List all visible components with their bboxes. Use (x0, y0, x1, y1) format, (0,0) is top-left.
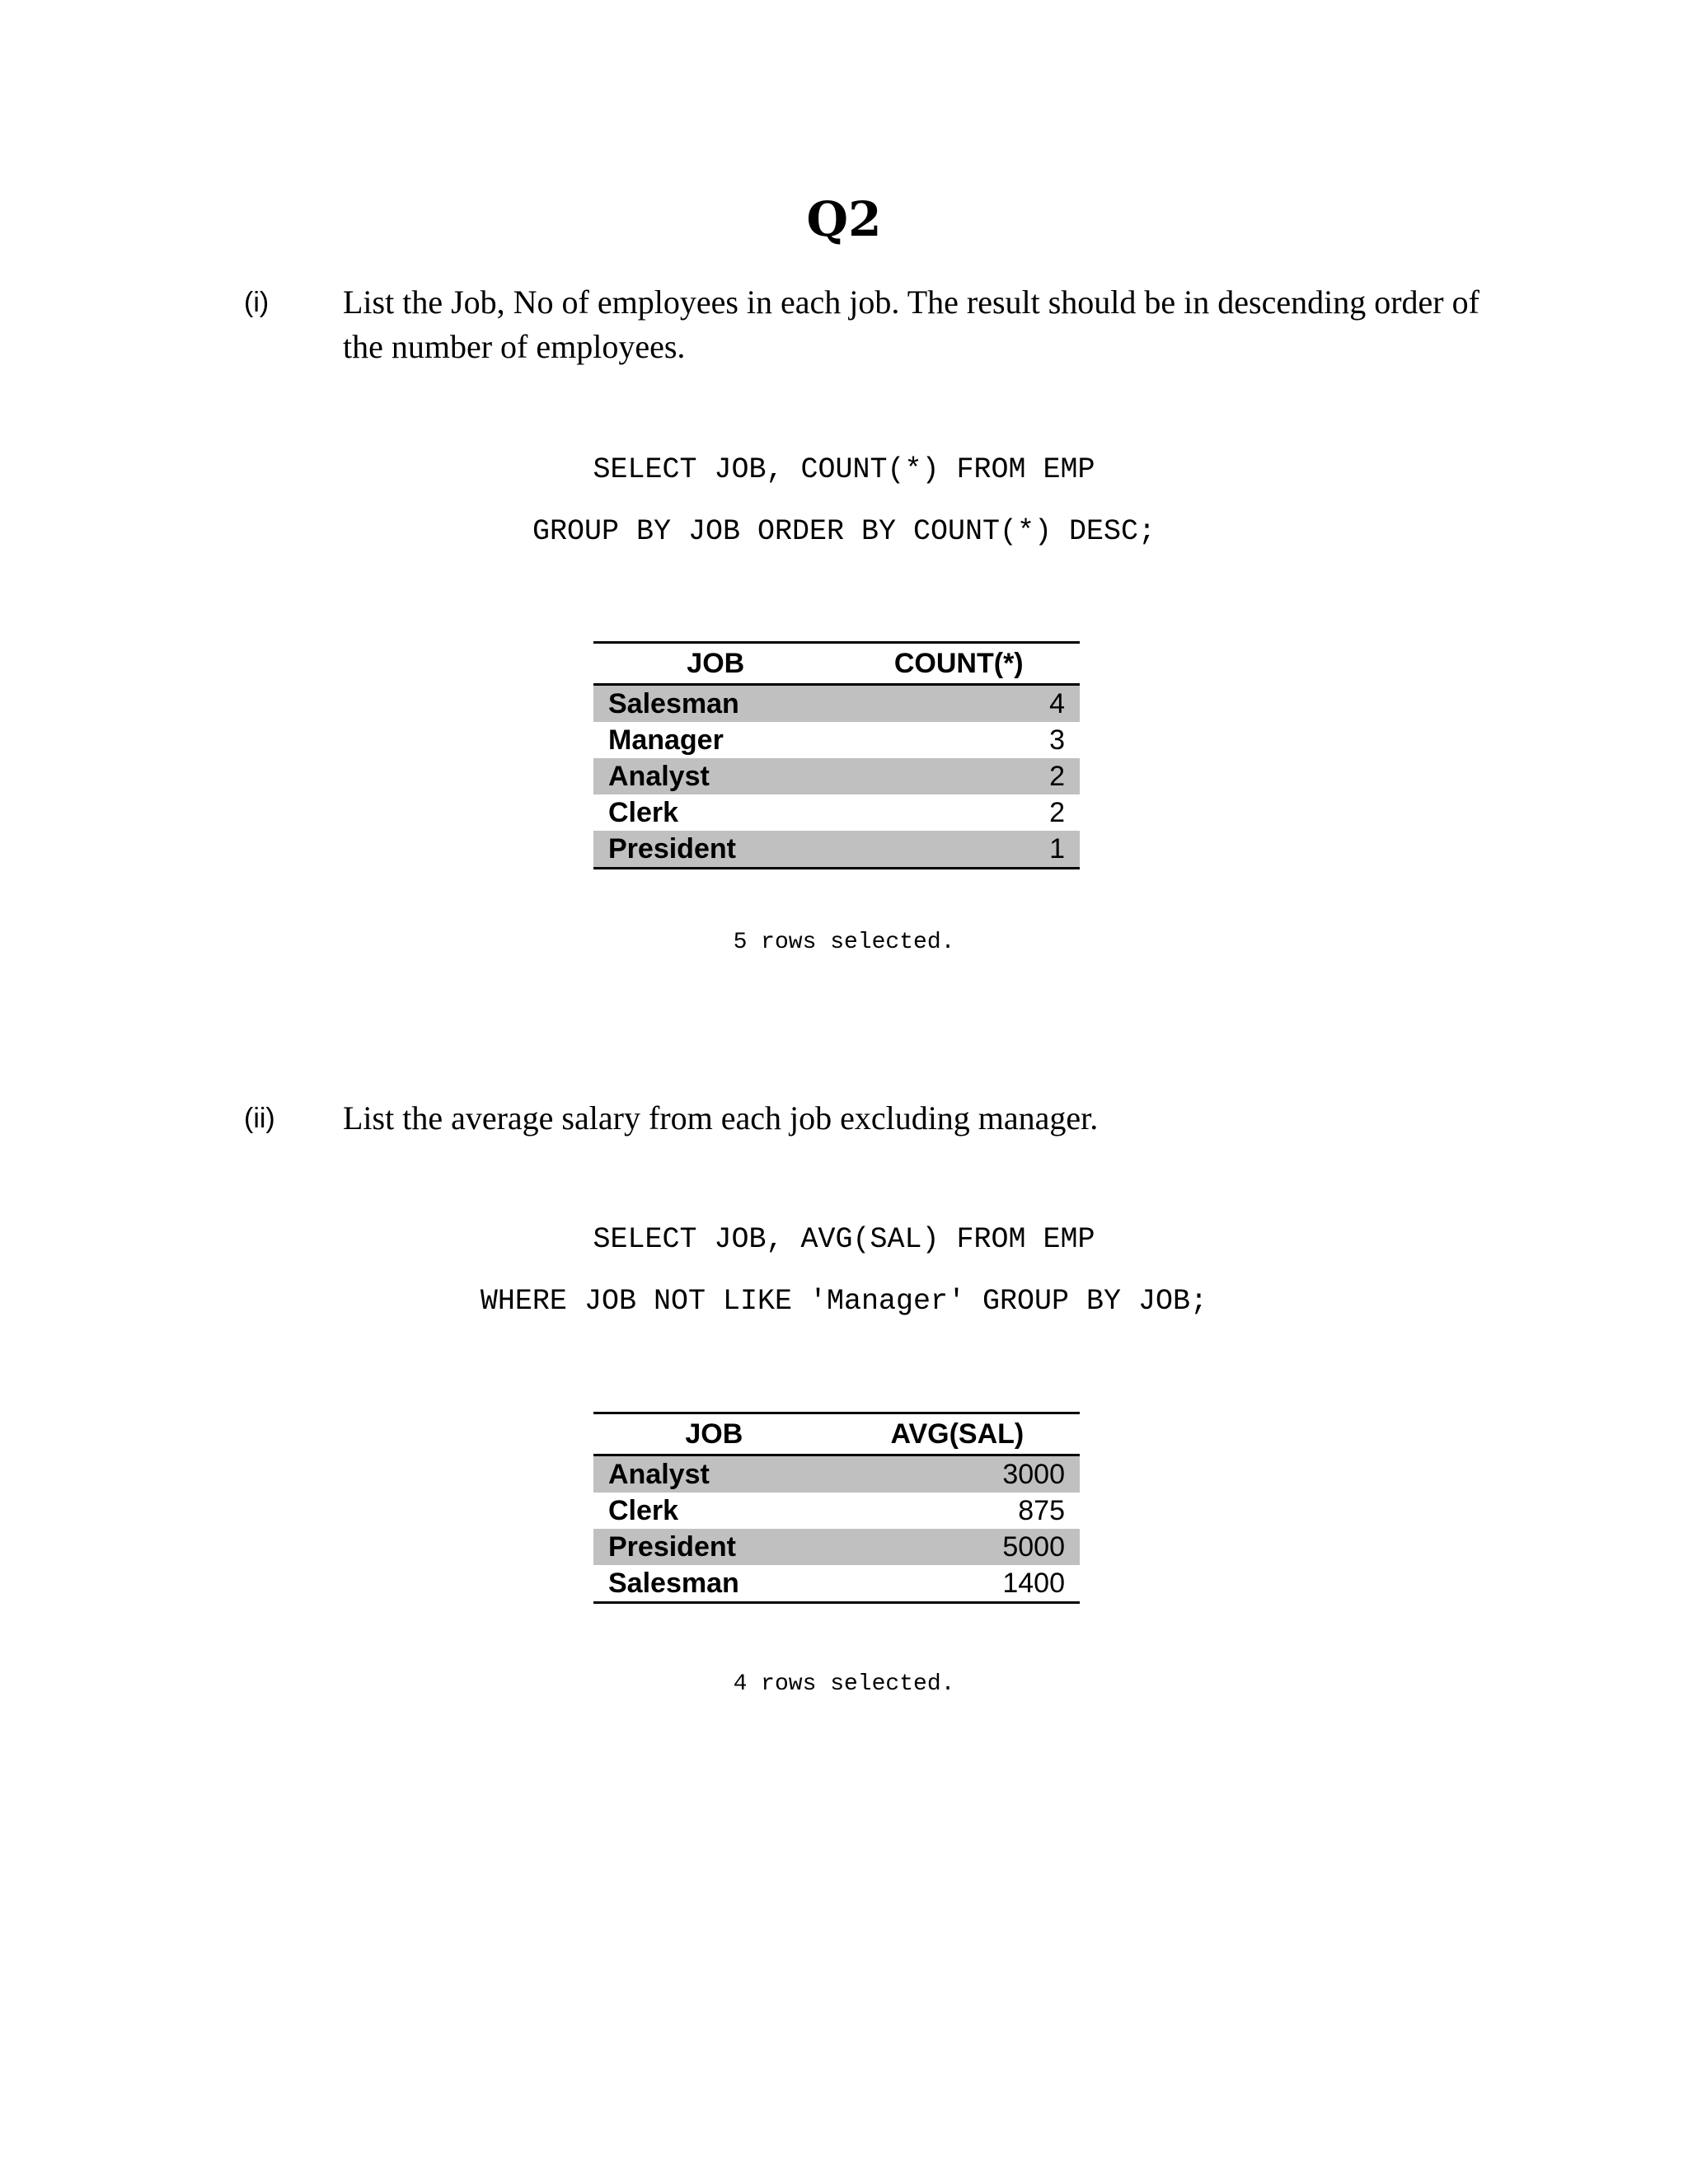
job-cell: Salesman (593, 1565, 835, 1603)
question-2-result-table (593, 1412, 1080, 1604)
salary-cell: 5000 (835, 1529, 1080, 1565)
question-1-text: List the Job, No of employees in each job. The result should be in descending order of the number of employees. (343, 284, 1479, 365)
salary-cell: 875 (1018, 1494, 1065, 1526)
table-row (593, 722, 1080, 758)
column-header: COUNT(*) (838, 643, 1080, 685)
question-1-number: (i) (244, 287, 270, 318)
count-cell: 4 (838, 685, 1080, 723)
table-row (593, 1565, 1080, 1603)
column-header: JOB (593, 1413, 835, 1455)
question-2-rows-selected: 4 rows selected. (733, 1671, 955, 1697)
table-header-row (593, 1413, 1080, 1455)
job-cell: Clerk (608, 1494, 679, 1526)
question-1-rows-selected: 5 rows selected. (733, 930, 955, 955)
job-cell: Clerk (608, 796, 679, 828)
job-cell: Analyst (593, 1455, 835, 1493)
job-cell: Salesman (593, 685, 838, 723)
count-cell: 2 (838, 758, 1080, 794)
count-cell: 2 (1049, 796, 1065, 828)
table-row (593, 1529, 1080, 1565)
question-2-sql-line-1: SELECT JOB, AVG(SAL) FROM EMP (593, 1223, 1095, 1256)
job-cell: President (593, 831, 838, 869)
salary-cell: 1400 (835, 1565, 1080, 1603)
page-title: Q2 (806, 191, 882, 247)
question-2-text: List the average salary from each job excluding manager. (343, 1099, 1099, 1137)
count-cell: 3 (1049, 724, 1065, 756)
column-header: AVG(SAL) (835, 1413, 1080, 1455)
job-cell: Manager (608, 724, 724, 756)
table-row (593, 758, 1080, 794)
table-row (593, 1455, 1080, 1493)
question-1-sql-line-1: SELECT JOB, COUNT(*) FROM EMP (593, 453, 1095, 486)
question-2-sql-line-2: WHERE JOB NOT LIKE 'Manager' GROUP BY JOB; (480, 1285, 1208, 1318)
job-cell: President (593, 1529, 835, 1565)
question-2-number: (ii) (244, 1103, 275, 1134)
job-cell: Analyst (593, 758, 838, 794)
column-header: JOB (593, 643, 838, 685)
table-row (593, 831, 1080, 869)
table-row (593, 794, 1080, 831)
table-header-row (593, 643, 1080, 685)
count-cell: 1 (838, 831, 1080, 869)
table-row (593, 1493, 1080, 1529)
table-row (593, 685, 1080, 723)
salary-cell: 3000 (835, 1455, 1080, 1493)
question-1-result-table (593, 641, 1080, 869)
question-1-sql-line-2: GROUP BY JOB ORDER BY COUNT(*) DESC; (532, 515, 1156, 548)
